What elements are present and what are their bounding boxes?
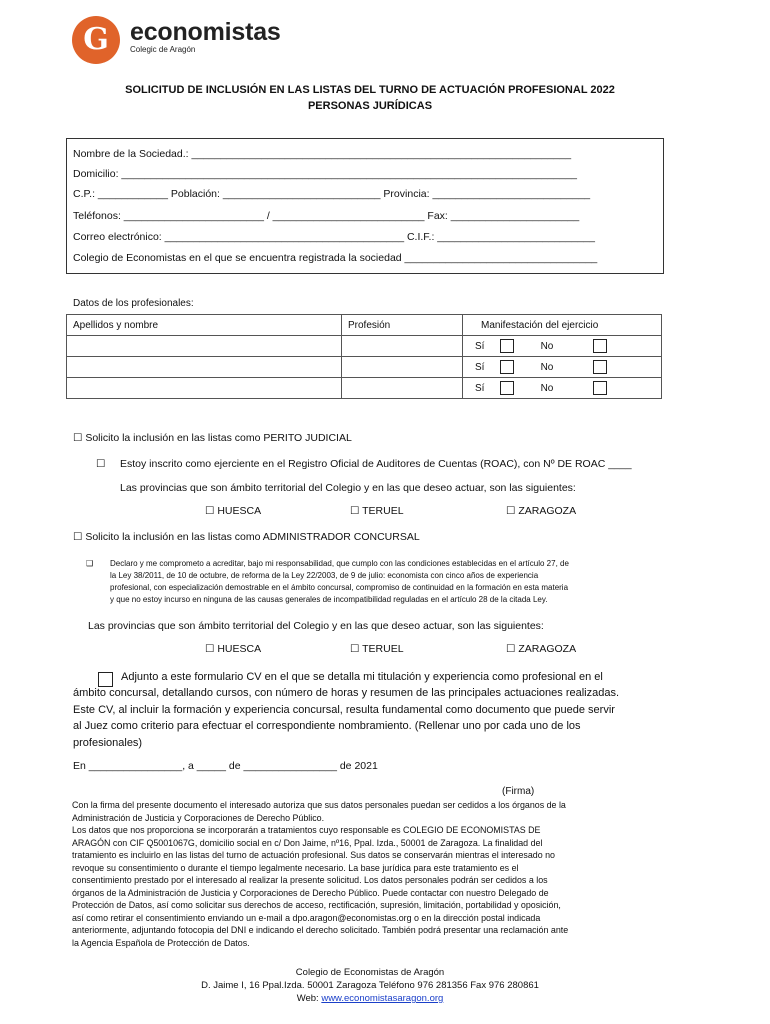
si-checkbox[interactable] (500, 360, 514, 374)
table-row (67, 378, 662, 399)
declaro-line: Declaro y me comprometo a acreditar, bajo mi responsabilidad, que cumplo con las condiciones establecidas en el artículo 27, de (110, 559, 569, 568)
cell-profesion[interactable] (342, 378, 463, 399)
table-row (67, 357, 662, 378)
legal-line: órganos de la Administración de Justicia y Corporaciones de Derecho Público. Puede contactar con nuestro Delegado de (72, 887, 549, 898)
legal-line: Los datos que nos proporciona se incorporarán a tratamientos cuyo responsable es COLEGIO DE ECONOMISTAS DE (72, 825, 541, 835)
no-checkbox[interactable] (593, 360, 607, 374)
footer-org-name: Colegio de Economistas de Aragón (295, 967, 445, 978)
no-checkbox[interactable] (593, 339, 607, 353)
cell-profesion[interactable] (342, 336, 463, 357)
concursal-zaragoza-checkbox[interactable]: ☐ ZARAGOZA (506, 643, 577, 655)
adjunto-line: profesionales) (73, 736, 143, 749)
legal-consent-text (72, 799, 660, 949)
si-label: Sí (475, 382, 485, 394)
perito-checkbox[interactable]: ☐ Solicito la inclusión en las listas como PERITO JUDICIAL (73, 432, 352, 444)
adjunto-cv-text (73, 669, 663, 751)
adjunto-line: Este CV, al incluir la formación y experiencia concursal, resulta fundamental como documento que puede servir (73, 703, 615, 716)
field-cp-poblacion-provincia[interactable]: C.P.: ____________ Población: ___________________________ Provincia: ___________________________ (73, 188, 591, 200)
legal-line: anteriormente, adjuntando fotocopia del DNI e indicando el derecho solicitado. También podrá presentar una reclamación ante (72, 925, 569, 935)
adjunto-line: ámbito concursal, detallando cursos, con número de horas y resumen de las principales actuaciones realizadas. (73, 687, 620, 700)
si-checkbox[interactable] (500, 381, 514, 395)
cell-manifestacion (463, 378, 662, 399)
footer (0, 966, 740, 1005)
footer-web (0, 992, 740, 1005)
concursal-huesca-checkbox[interactable]: ☐ HUESCA (205, 643, 262, 655)
legal-line: así como retirar el consentimiento enviando un e-mail a dpo.aragon@economistas.org o en la dirección postal indicada (72, 912, 541, 923)
no-label: No (540, 340, 554, 352)
col-apellidos: Apellidos y nombre (67, 315, 342, 336)
cell-apellidos[interactable] (67, 336, 342, 357)
legal-line: revoque su consentimiento o durante el tiempo legalmente necesario. La base jurídica para este tratamiento es el (72, 862, 519, 873)
perito-zaragoza-checkbox[interactable]: ☐ ZARAGOZA (506, 505, 577, 517)
declaro-line: profesional, con especialización demostrable en el ámbito concursal, compromiso de continuidad en la formación en esta materia (110, 583, 569, 592)
field-domicilio[interactable]: Domicilio: ______________________________________________________________________________ (73, 168, 577, 180)
si-label: Sí (475, 340, 485, 352)
si-checkbox[interactable] (500, 339, 514, 353)
footer-address: D. Jaime I, 16 Ppal.Izda. 50001 Zaragoza Teléfono 976 281356 Fax 976 280861 (201, 980, 539, 991)
website-link[interactable]: www.economistasaragon.org (321, 993, 444, 1004)
fecha-field[interactable]: En ________________, a _____ de ________________ de 2021 (73, 760, 378, 772)
no-label: No (540, 382, 554, 394)
form-subtitle: PERSONAS JURÍDICAS (307, 100, 433, 112)
legal-line: consentimiento prestado por el interesado al realizar la presente solicitud. Los datos personales podrán ser cedidos a los (72, 875, 548, 885)
logo-glyph: G (83, 22, 109, 57)
legal-line: la Agencia Española de Protección de Datos. (72, 937, 250, 948)
field-correo-cif[interactable]: Correo electrónico: _________________________________________ C.I.F.: ___________________________ (73, 231, 595, 243)
declaro-line: y que no estoy incurso en ninguna de las causas generales de incompatibilidad reguladas en el artículo 28 de la citada Ley. (110, 595, 548, 604)
cell-profesion[interactable] (342, 357, 463, 378)
cell-manifestacion (463, 336, 662, 357)
form-title: SOLICITUD DE INCLUSIÓN EN LAS LISTAS DEL TURNO DE ACTUACIÓN PROFESIONAL 2022 (125, 84, 615, 96)
roac-text: Estoy inscrito como ejerciente en el Registro Oficial de Auditores de Cuentas (ROAC), con Nº DE ROAC ____ (120, 458, 632, 470)
roac-checkbox[interactable]: ☐ (96, 458, 106, 470)
adjunto-line: Adjunto a este formulario CV en el que se detalla mi titulación y experiencia como profesional en el (121, 671, 603, 683)
field-telefonos-fax[interactable]: Teléfonos: ________________________ / __________________________ Fax: ______________________ (73, 210, 580, 222)
perito-teruel-checkbox[interactable]: ☐ TERUEL (350, 505, 404, 517)
concursal-teruel-checkbox[interactable]: ☐ TERUEL (350, 643, 404, 655)
legal-line: tratamiento es incluirlo en las listas del turno de actuación profesional. Sus datos se conservarán mientras el interesado no (72, 850, 555, 860)
logo-mark (72, 16, 120, 64)
field-nombre-sociedad[interactable]: Nombre de la Sociedad.: _________________________________________________________________ (73, 148, 572, 160)
legal-line: Administración de Justicia y Corporaciones de Derecho Público. (72, 812, 325, 823)
brand-name: economistas (130, 18, 281, 46)
no-label: No (540, 361, 554, 373)
professionals-table (66, 314, 662, 399)
cell-manifestacion (463, 357, 662, 378)
col-manifestacion: Manifestación del ejercicio (463, 315, 662, 336)
legal-line: ARAGÓN con CIF Q5001067G, domicilio social en c/ Don Jaime, nº16, Ppal. Izda., 50001 de Zaragoza. La finalidad del (72, 837, 543, 848)
declaro-checkbox[interactable]: ❑ (86, 559, 94, 568)
concursal-checkbox[interactable]: ☐ Solicito la inclusión en las listas como ADMINISTRADOR CONCURSAL (73, 531, 420, 543)
perito-provincias-text: Las provincias que son ámbito territorial del Colegio y en las que deseo actuar, son las siguientes: (120, 482, 576, 494)
cell-apellidos[interactable] (67, 357, 342, 378)
declaro-line: la Ley 38/2011, de 10 de octubre, de reforma de la Ley 22/2003, de 9 de julio: economista con cinco años de experiencia (110, 571, 539, 580)
legal-line: Con la firma del presente documento el interesado autoriza que sus datos personales puedan ser cedidos a los órganos de la (72, 800, 566, 810)
field-colegio[interactable]: Colegio de Economistas en el que se encuentra registrada la sociedad _________________________________ (73, 252, 598, 264)
table-row (67, 336, 662, 357)
legal-line: Protección de Datos, así como solicitar sus derechos de acceso, rectificación, supresión, limitación, portabilidad y oposición, (72, 900, 561, 910)
si-label: Sí (475, 361, 485, 373)
no-checkbox[interactable] (593, 381, 607, 395)
brand-subtitle: Colegic de Aragón (130, 45, 196, 54)
adjunto-line: al Juez como criterio para efectuar el correspondiente nombramiento. (Rellenar uno por cada uno de los (73, 720, 581, 733)
table-header-row (67, 315, 662, 336)
col-profesion: Profesión (342, 315, 463, 336)
declaro-text (110, 558, 662, 606)
professionals-label: Datos de los profesionales: (73, 298, 194, 309)
cell-apellidos[interactable] (67, 378, 342, 399)
footer-web-label: Web: (296, 993, 322, 1004)
concursal-provincias-text: Las provincias que son ámbito territorial del Colegio y en las que deseo actuar, son las siguientes: (88, 620, 544, 632)
perito-huesca-checkbox[interactable]: ☐ HUESCA (205, 505, 262, 517)
firma-label: (Firma) (502, 786, 535, 797)
